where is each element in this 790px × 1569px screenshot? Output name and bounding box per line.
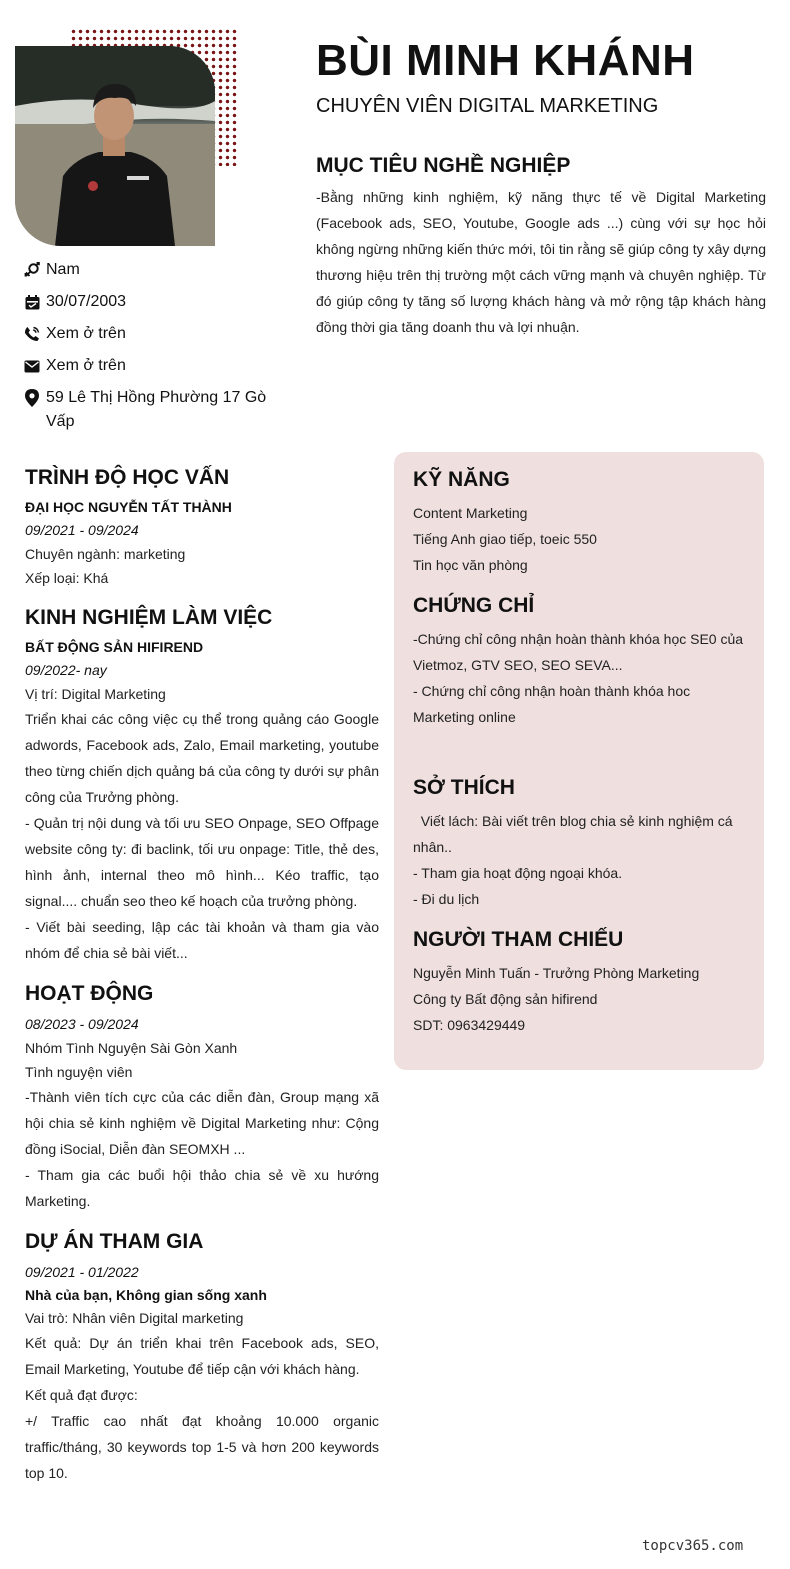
skills-heading: KỸ NĂNG xyxy=(413,468,510,491)
projects-period: 09/2021 - 01/2022 xyxy=(25,1264,139,1280)
address-value: 59 Lê Thị Hồng Phường 17 Gò Vấp xyxy=(46,389,267,430)
experience-heading: KINH NGHIỆM LÀM VIỆC xyxy=(25,606,273,629)
objective-text: -Bằng những kinh nghiệm, kỹ năng thực tế về Digital Marketing (Facebook ads, SEO, Youtube, Google ads ...) cùng với sự học hỏi không ngừng những kiến thức mới, tôi tin rằng sẽ giúp công ty xây dựng thương hiệu trên thị trường một cách vững mạnh và chuyên nghiệp. Từ đó giúp công ty tăng số lượng khách hàng và mở rộng tập khách hàng đồng thời gia tăng doanh thu và lợi nhuận. xyxy=(316,189,766,335)
hobbies-section xyxy=(413,774,744,912)
reference-phone: SDT: 0963429449 xyxy=(413,1017,526,1033)
hobby-item: - Đi du lịch xyxy=(413,891,480,907)
project-paragraph: Kết quả đạt được: xyxy=(25,1387,138,1403)
right-panel xyxy=(394,452,764,1070)
project-name: Nhà của bạn, Không gian sống xanh xyxy=(25,1287,267,1303)
experience-company: BẤT ĐỘNG SẢN HIFIREND xyxy=(25,639,204,655)
contact-info xyxy=(24,258,284,442)
phone-icon xyxy=(24,322,40,346)
gender-icon xyxy=(24,258,40,282)
skill-item: Content Marketing xyxy=(413,505,528,521)
activities-role: Tình nguyện viên xyxy=(25,1064,133,1080)
skills-section xyxy=(413,466,744,578)
activities-period: 08/2023 - 09/2024 xyxy=(25,1016,139,1032)
education-heading: TRÌNH ĐỘ HỌC VẤN xyxy=(25,466,230,489)
gender-value: Nam xyxy=(46,261,80,278)
experience-period: 09/2022- nay xyxy=(25,662,107,678)
activities-section xyxy=(25,980,379,1214)
contact-phone xyxy=(24,322,284,346)
experience-paragraph: - Quản trị nội dung và tối ưu SEO Onpage, SEO Offpage website công ty: đi baclink, tối ưu onpage: Title, thẻ des, hình ảnh, internal theo mô hình... Kéo traffic, tạo signal.... chuẩn seo theo kế hoạch của trưởng phòng. xyxy=(25,815,379,909)
activities-paragraph: - Tham gia các buổi hội thảo chia sẻ về xu hướng Marketing. xyxy=(25,1167,379,1209)
skill-item: Tin học văn phòng xyxy=(413,557,528,573)
project-paragraph: +/ Traffic cao nhất đạt khoảng 10.000 organic traffic/tháng, 30 keywords top 1-5 và hơn 200 keywords top 10. xyxy=(25,1413,379,1481)
objective-heading: MỤC TIÊU NGHỀ NGHIỆP xyxy=(316,154,571,177)
activities-org: Nhóm Tình Nguyện Sài Gòn Xanh xyxy=(25,1040,238,1056)
project-role: Vai trò: Nhân viên Digital marketing xyxy=(25,1310,244,1326)
job-title: CHUYÊN VIÊN DIGITAL MARKETING xyxy=(316,95,659,117)
hobbies-heading: SỞ THÍCH xyxy=(413,776,515,799)
skill-item: Tiếng Anh giao tiếp, toeic 550 xyxy=(413,531,597,547)
projects-heading: DỰ ÁN THAM GIA xyxy=(25,1230,204,1253)
certificate-item: -Chứng chỉ công nhận hoàn thành khóa học SE0 của Vietmoz, GTV SEO, SEO SEVA... xyxy=(413,631,744,673)
objective-section xyxy=(316,152,766,340)
experience-section xyxy=(25,604,379,966)
experience-position: Vị trí: Digital Marketing xyxy=(25,686,166,702)
candidate-name: BÙI MINH KHÁNH xyxy=(316,36,695,85)
contact-birthday xyxy=(24,290,284,314)
email-icon xyxy=(24,354,40,378)
email-value: Xem ở trên xyxy=(46,357,126,374)
certificate-item: - Chứng chỉ công nhận hoàn thành khóa hoc Marketing online xyxy=(413,683,691,725)
activities-paragraph: -Thành viên tích cực của các diễn đàn, Group mạng xã hội chia sẻ kinh nghiệm về Digital Marketing như: Cộng đồng iSocial, Diễn đàn SEOMXH ... xyxy=(25,1089,379,1157)
certificates-section xyxy=(413,592,744,730)
hobby-item: - Tham gia hoạt động ngoại khóa. xyxy=(413,865,623,881)
experience-paragraph: Triển khai các công việc cụ thể trong quảng cáo Google adwords, Facebook ads, Zalo, Email marketing, youtube theo từng chiến dịch quảng bá của công ty dưới sự phân công của Trưởng phòng. xyxy=(25,711,379,805)
projects-section xyxy=(25,1228,379,1486)
profile-photo xyxy=(15,46,215,246)
education-major: Chuyên ngành: marketing xyxy=(25,546,186,562)
education-section xyxy=(25,464,379,590)
calendar-icon xyxy=(24,290,40,314)
contact-email xyxy=(24,354,284,378)
references-section xyxy=(413,926,744,1038)
reference-person: Nguyễn Minh Tuấn - Trưởng Phòng Marketing xyxy=(413,965,700,981)
education-period: 09/2021 - 09/2024 xyxy=(25,522,139,538)
activities-heading: HOẠT ĐỘNG xyxy=(25,982,154,1005)
certificates-heading: CHỨNG CHỈ xyxy=(413,594,535,617)
reference-company: Công ty Bất động sản hifirend xyxy=(413,991,598,1007)
contact-address xyxy=(24,386,284,434)
experience-paragraph: - Viết bài seeding, lập các tài khoản và tham gia vào nhóm để chia sẻ bài viết... xyxy=(25,919,379,961)
footer-site: topcv365.com xyxy=(642,1538,744,1554)
education-school: ĐẠI HỌC NGUYỄN TẤT THÀNH xyxy=(25,499,232,515)
project-paragraph: Kết quả: Dự án triển khai trên Facebook ads, SEO, Email Marketing, Youtube để tiếp cận với khách hàng. xyxy=(25,1335,379,1377)
left-column xyxy=(25,464,379,1500)
birthday-value: 30/07/2003 xyxy=(46,293,127,310)
references-heading: NGƯỜI THAM CHIẾU xyxy=(413,928,624,951)
hobby-item: Viết lách: Bài viết trên blog chia sẻ kinh nghiệm cá nhân.. xyxy=(413,813,737,855)
education-rank: Xếp loại: Khá xyxy=(25,570,109,586)
contact-gender xyxy=(24,258,284,282)
location-icon xyxy=(24,386,40,410)
phone-value: Xem ở trên xyxy=(46,325,126,342)
